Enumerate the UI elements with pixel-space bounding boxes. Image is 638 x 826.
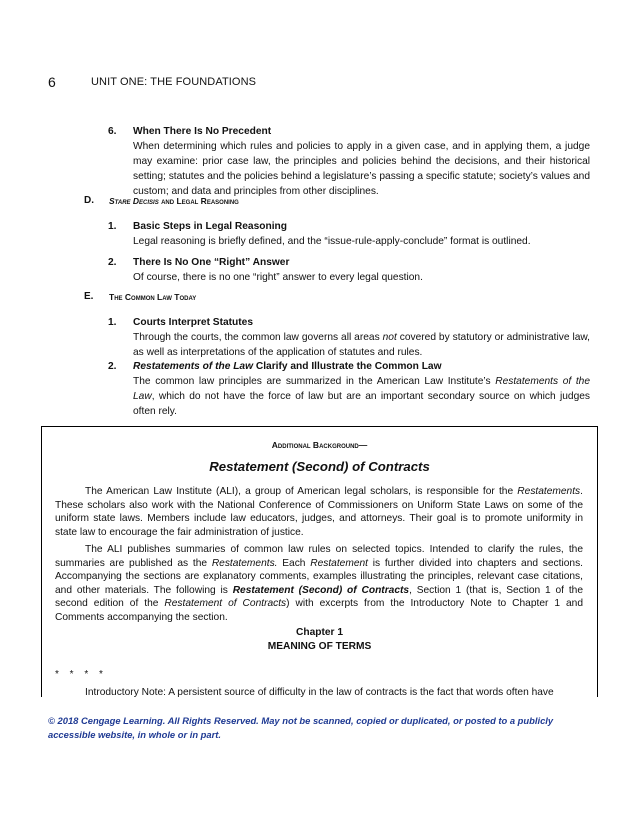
item-number: 1. [108, 221, 117, 232]
item-text: Through the courts, the common law governs all areas not covered by statutory or administrative law, as well as interpretations of the application of statutes and rules. [133, 332, 590, 358]
section-letter: D. [84, 195, 94, 206]
box-paragraph-3: Introductory Note: A persistent source of difficulty in the law of contracts is the fact that words often have [85, 687, 554, 698]
item-text: The common law principles are summarized in the American Law Institute’s Restatements of the Law, which do not have the force of law but are an important secondary source on which judges often rely. [133, 376, 590, 417]
box-paragraph-1: The American Law Institute (ALI), a group of American legal scholars, is responsible for the Restatements. These scholars also work with the National Conference of Commissioners on Uniform State Laws on some of the uniform state laws. Members include law educators, judges, and attorneys. Their goal is to promote uniformity in state law to encourage the fair administration of justice. [55, 486, 583, 538]
chapter-number: Chapter 1 [296, 627, 343, 638]
section-label: The Common Law Today [109, 292, 197, 302]
additional-background-box [41, 426, 598, 697]
section-label: and Legal Reasoning [158, 196, 239, 206]
ellipsis-stars: * * * * [55, 669, 107, 680]
box-title: Restatement (Second) of Contracts [209, 459, 430, 474]
item-text: When determining which rules and policies to apply in a given case, and in applying them, a judge may examine: prior case law, the principles and policies behind the decisions, and their historical setting; statutes and the policies behind a legislature’s passing a specific statute; society’s values and custom; and data and principles from other disciplines. [133, 141, 590, 197]
item-heading: Restatements of the Law Clarify and Illustrate the Common Law [133, 361, 442, 372]
copyright-notice: © 2018 Cengage Learning. All Rights Reserved. May not be scanned, copied or duplicated, or posted to a publicly accessible website, in whole or in part. [48, 715, 554, 740]
unit-title: UNIT ONE: THE FOUNDATIONS [91, 76, 257, 88]
item-heading: Courts Interpret Statutes [133, 317, 254, 328]
item-heading: There Is No One “Right” Answer [133, 257, 290, 268]
page-number: 6 [48, 74, 56, 90]
item-number: 1. [108, 317, 117, 328]
item-text: Of course, there is no one “right” answer to every legal question. [133, 272, 423, 283]
item-heading: When There Is No Precedent [133, 126, 272, 137]
item-number: 6. [108, 126, 117, 137]
section-label-italic: Stare Decisis [109, 196, 159, 206]
item-number: 2. [108, 361, 117, 372]
box-kicker: Additional Background— [271, 440, 368, 450]
chapter-title: MEANING OF TERMS [267, 641, 372, 652]
box-paragraph-2: The ALI publishes summaries of common law rules on selected topics. Intended to clarify the rules, the summaries are published as the Restatements. Each Restatement is further divided into chapters and sections. Accompanying the sections are explanatory comments, examples illustrating the principles, relevant case citations, and other materials. The following is Restatement (Second) of Contracts, Section 1 (that is, Section 1 of the second edition of the Restatement of Contracts) with excerpts from the Introductory Note to Chapter 1 and Comments accompanying the section. [55, 544, 583, 623]
section-e-heading [84, 291, 584, 307]
item-text: Legal reasoning is briefly defined, and the “issue-rule-apply-conclude” format is outlined. [133, 236, 531, 247]
section-letter: E. [84, 291, 94, 302]
item-heading: Basic Steps in Legal Reasoning [133, 221, 287, 232]
item-number: 2. [108, 257, 117, 268]
section-d-heading [84, 195, 584, 211]
